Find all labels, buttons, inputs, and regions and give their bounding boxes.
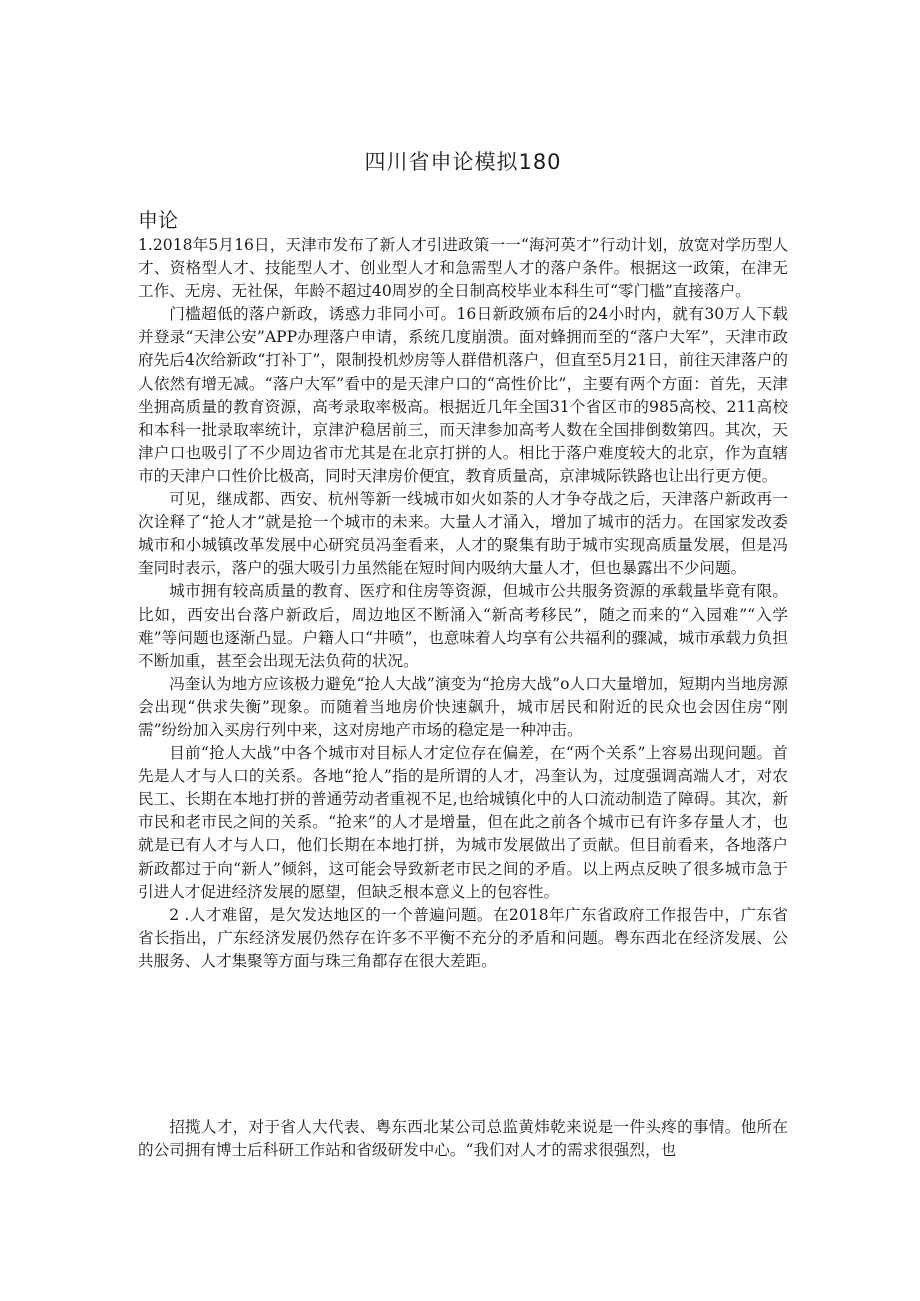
paragraph: 1.2018年5月16日，天津市发布了新人才引进政策一一“海河英才”行动计划，放宽对学历型人才、资格型人才、技能型人才、创业型人才和急需型人才的落户条件。根据这一政策，在津无工作、无房、无社保，年龄不超过40周岁的全日制高校毕业本科生可“零门槛”直接落户。 [138,236,788,301]
paragraph: 目前“抢人大战”中各个城市对目标人才定位存在偏差，在“两个关系”上容易出现问题。首先是人才与人口的关系。各地“抢人”指的是所谓的人才，冯奎认为，过度强调高端人才，对农民工、长期在本地打拼的普通劳动者重视不足,也给城镇化中的人口流动制造了障碍。其次，新市民和老市民之间的关系。“抢来”的人才是增量，但在此之前各个城市已有许多存量人才，也就是已有人才与人口，他们长期在本地打拼，为城市发展做出了贡献。但目前看来，各地落户新政都过于向“新人”倾斜，这可能会导致新老市民之间的矛盾。以上两点反映了很多城市急于引进人才促进经济发展的愿望，但缺乏根本意义上的包容性。 [138,744,788,901]
paragraph: 可见，继成都、西安、杭州等新一线城市如火如荼的人才争夺战之后，天津落户新政再一次诠释了“抢人才”就是抢一个城市的未来。大量人才涌入，增加了城市的活力。在国家发改委城市和小城镇改革发展中心研究员冯奎看来，人才的聚集有助于城市实现高质量发展，但是冯奎同时表示，落户的强大吸引力虽然能在短时间内吸纳大量人才，但也暴露出不少问题。 [138,490,788,578]
paragraph: 招揽人才，对于省人大代表、粤东西北某公司总监黄炜乾来说是一件头疼的事情。他所在的公司拥有博士后科研工作站和省级研发中心。“我们对人才的需求很强烈，也 [138,1118,788,1160]
paragraph: 2 .人才难留，是欠发达地区的一个普遍问题。在2018年广东省政府工作报告中，广东省省长指出，广东经济发展仍然存在许多不平衡不充分的矛盾和问题。粤东西北在经济发展、公共服务、人才集聚等方面与珠三角都存在很大差距。 [138,905,788,970]
section-heading: 申论 [138,208,178,232]
document-title: 四川省申论模拟180 [364,150,562,174]
paragraph: 门槛超低的落户新政，诱惑力非同小可。16日新政颁布后的24小时内，就有30万人下载并登录“天津公安”APP办理落户申请，系统几度崩溃。面对蜂拥而至的“落户大军”，天津市政府先后4次给新政“打补丁”，限制投机炒房等人群借机落户，但直至5月21日，前往天津落户的人依然有增无减。“落户大军”看中的是天津户口的“高性价比”，主要有两个方面：首先，天津坐拥高质量的教育资源，高考录取率极高。根据近几年全国31个省区市的985高校、211高校和本科一批录取率统计，京津沪稳居前三，而天津参加高考人数在全国排倒数第四。其次，天津户口也吸引了不少周边省市尤其是在北京打拼的人。相比于落户难度较大的北京，作为直辖市的天津户口性价比极高，同时天津房价便宜，教育质量高，京津城际铁路也让出行更方便。 [138,305,788,485]
body-text-block [138,1116,788,1162]
paragraph: 冯奎认为地方应该极力避免“抢人大战”演变为“抢房大战”o人口大量增加，短期内当地房源会出现“供求失衡”现象。而随着当地房价快速飙升，城市居民和附近的民众也会因住房“刚需”纷纷加入买房行列中来，这对房地产市场的稳定是一种冲击。 [138,674,788,739]
paragraph: 城市拥有较高质量的教育、医疗和住房等资源，但城市公共服务资源的承载量毕竟有限。比如，西安出台落户新政后，周边地区不断涌入“新高考移民”，随之而来的“入园难”“入学难”等问题也逐渐凸显。户籍人口“井喷”，也意味着人均享有公共福利的骤减，城市承载力负担不断加重，甚至会出现无法负荷的状况。 [138,582,788,670]
body-text-block [138,234,788,973]
